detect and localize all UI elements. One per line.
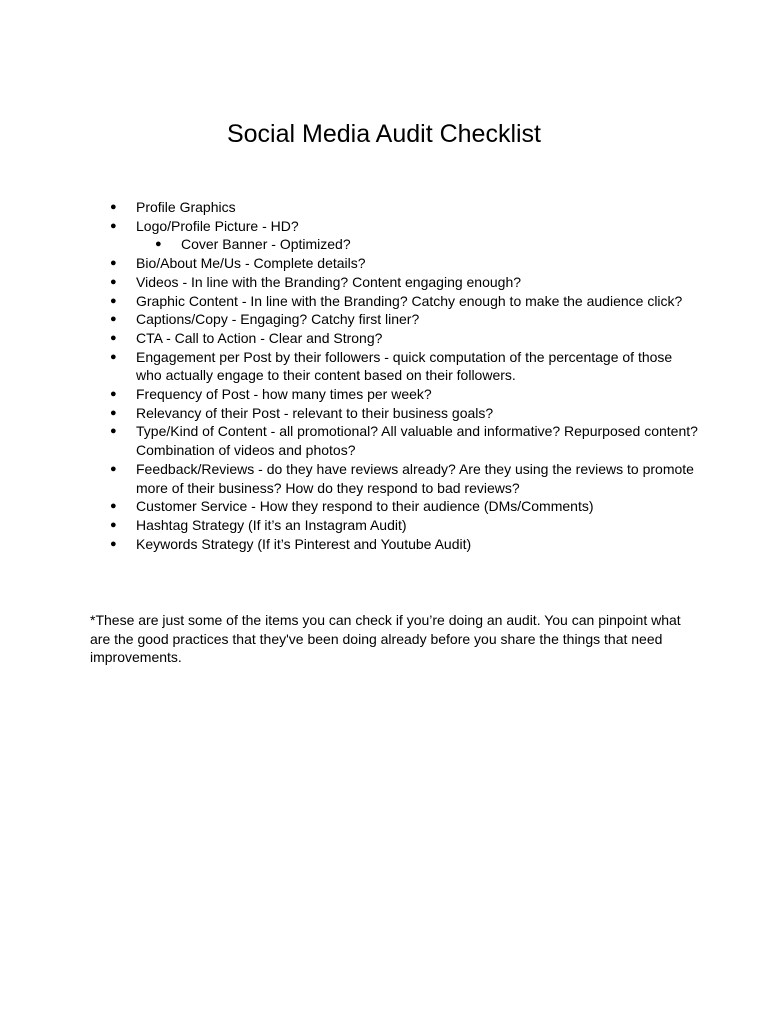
- list-item: [108, 254, 698, 273]
- list-item: [108, 535, 698, 554]
- list-item-text: Type/Kind of Content - all promotional? All valuable and informative? Repurposed content? Combination of videos and photos?: [136, 423, 698, 459]
- list-item: [108, 385, 698, 404]
- list-item: [108, 273, 698, 292]
- list-item: [108, 310, 698, 329]
- bullet-icon: ●: [110, 518, 117, 531]
- bullet-icon: ●: [110, 201, 117, 213]
- list-item-text: Videos - In line with the Branding? Content engaging enough?: [136, 273, 522, 290]
- list-item: [108, 497, 698, 516]
- bullet-icon: ●: [110, 350, 117, 363]
- list-item: [108, 516, 698, 535]
- bullet-icon: ●: [110, 331, 117, 344]
- bullet-icon: ●: [110, 537, 117, 550]
- list-item: [108, 235, 698, 254]
- page-title: Social Media Audit Checklist: [226, 120, 542, 148]
- list-item: [108, 198, 698, 217]
- bullet-icon: ●: [110, 425, 117, 438]
- list-item-text: Frequency of Post - how many times per week?: [136, 386, 432, 403]
- list-item-text: Bio/About Me/Us - Complete details?: [136, 255, 366, 272]
- bullet-icon: ●: [110, 275, 117, 288]
- list-item: [108, 292, 698, 311]
- list-item: [108, 460, 698, 497]
- bullet-icon: ●: [110, 388, 117, 401]
- bullet-icon: ●: [155, 238, 162, 251]
- list-item-text: Relevancy of their Post - relevant to their business goals?: [136, 404, 494, 421]
- list-item-text: Graphic Content - In line with the Branding? Catchy enough to make the audience click?: [136, 292, 683, 309]
- bullet-icon: ●: [110, 500, 117, 513]
- bullet-icon: ●: [110, 406, 117, 419]
- list-item-text: Logo/Profile Picture - HD?: [136, 217, 299, 234]
- list-item: [108, 217, 698, 236]
- bullet-icon: ●: [110, 313, 117, 326]
- list-item-text: Captions/Copy - Engaging? Catchy first liner?: [136, 311, 420, 328]
- list-item-text: Keywords Strategy (If it’s Pinterest and Youtube Audit): [136, 535, 472, 552]
- list-item-text: Customer Service - How they respond to their audience (DMs/Comments): [136, 498, 594, 515]
- list-item-text: CTA - Call to Action - Clear and Strong?: [136, 329, 383, 346]
- list-item: [108, 348, 698, 385]
- bullet-icon: ●: [110, 462, 117, 475]
- list-item-text: Feedback/Reviews - do they have reviews already? Are they using the reviews to promote more of their business? How do they respond to bad reviews?: [136, 460, 694, 496]
- bullet-icon: ●: [110, 219, 117, 232]
- list-item-text: Cover Banner - Optimized?: [181, 236, 351, 253]
- bullet-icon: ●: [110, 294, 117, 307]
- list-item: [108, 404, 698, 423]
- list-item-text: Hashtag Strategy (If it’s an Instagram Audit): [136, 516, 407, 533]
- checklist: [108, 198, 698, 553]
- footnote: *These are just some of the items you can check if you’re doing an audit. You can pinpoint what are the good practices that they've been doing already before you share the things that need improvements.: [90, 612, 681, 666]
- list-item-text: Profile Graphics: [136, 199, 236, 215]
- bullet-icon: ●: [110, 257, 117, 270]
- list-item-text: Engagement per Post by their followers - quick computation of the percentage of those who actually engage to their content based on their followers.: [136, 348, 673, 384]
- list-item: [108, 329, 698, 348]
- list-item: [108, 422, 698, 459]
